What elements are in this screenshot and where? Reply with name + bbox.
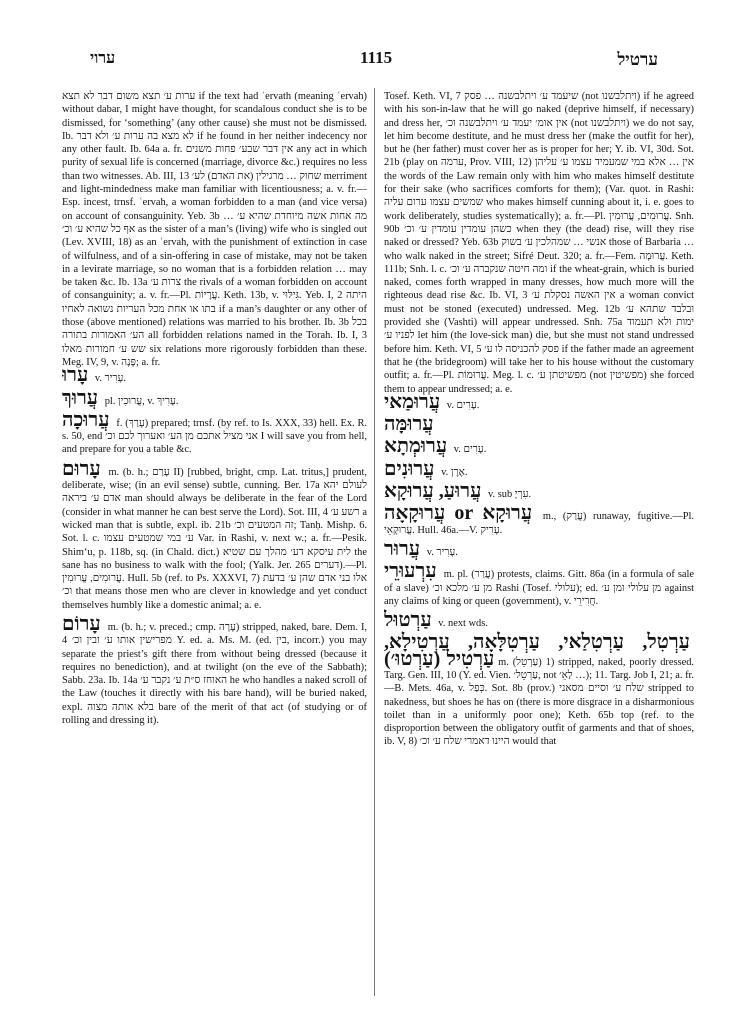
entry-headword: עִרְעוּרֵי [384, 560, 437, 583]
entry-definition: v. עָרִיר. [424, 546, 458, 558]
running-headword-left: ערוי [90, 50, 116, 67]
entry-definition: m. (b. h.; v. preced.; cmp. עָרָה) stripped, naked, bare. Dem. I, 4 מפרישין אותו ע׳ ובין וכ׳ Y. ed. a. Ms. M. (ed. בין, incorr.) you may separate the priest’s gift there from without being dressed (because it requires no benediction), and at twilight (on the eve of the Sabbath); Sabb. 23a. Ib. 14a האוחז ס״ת ע׳ נקבר ע׳ he who handles a naked scroll of the Law (touches it directly with his bare hand), will be buried naked, expl. בלא אותה מצוה bare of the merit of that act (of studying or of rolling and dressing it). [62, 621, 367, 727]
entry-definition: m. (עַרְטֵל) 1) stripped, naked, poorly dressed. Targ. Gen. III, 10 (Y. ed. Vien. עַרְטֵל׳, not לַאֵ׳ …); 11. Targ. Job I, 21; a. fr.—B. Mets. 46a, v. כְּפַל. Sot. 8b (prov.) שלח ע׳ וסיים מסאני stripped to nakedness, but shoes he has on (there is more disgrace in a disharmonious toilet than in a uniformly poor one); Keth. 65b top (ref. to the disproportion between the obligatory outfit of garments and that of shoes, ib. V, 8) היינו דאמרי שלח ע׳ וכ׳ would that [384, 656, 694, 748]
entry-headword: עֲרוּמְתָא [384, 435, 448, 458]
entry-headword: עַרְטִל, עַרְטִלַאי, עַרְטִלָּאָה, עַרְטִילָא, עַרְטִיל (עַרְטוּ׳) [384, 631, 690, 670]
dictionary-entry [384, 457, 694, 480]
entry-definition: v. עָרִיר. [92, 373, 127, 385]
dictionary-entry [384, 560, 694, 608]
page-number: 1115 [360, 48, 393, 67]
entry-definition: m. pl. (עֲרַר) protests, claims. Gitt. 86a (in a formula of sale of a slave) מן ע׳ מלכא וכ׳ Rashi (Tosef. עלולי); ed. מן עלולי ומן ע׳ against any claims of king or queen (government), v. חֲרִירֵי. [384, 569, 694, 607]
entry-headword: עֲרוּר [384, 537, 421, 560]
entry-headword: עֲרוּכָה [62, 408, 110, 431]
dictionary-entry [384, 435, 694, 458]
page-header [90, 48, 658, 72]
entry-headword: עֲרוּךְ [62, 386, 99, 409]
dictionary-entry [384, 480, 694, 503]
entry-headword: עָרוּ [62, 364, 89, 387]
entry-definition: v. עָרִים. [444, 399, 480, 411]
dictionary-entry [62, 612, 367, 727]
dictionary-entry [384, 413, 694, 436]
entry-headword: עָרוּם [62, 457, 101, 480]
entry-definition: f. (עָרַךְ) prepared; trnsf. (by ref. to Is. XXX, 33) hell. Ex. R. s. 50, end אני מציל אתכם מן הע׳ ואערוך לכם וכ׳ I will save you from hell, and prepare for you a table &c. [62, 417, 367, 456]
entry-definition: v. next wds. [435, 618, 488, 630]
entry-definition: v. אֶרֶן. [438, 466, 468, 478]
dictionary-entry [62, 386, 367, 409]
entry-headword: עֲרוּמָּה [384, 413, 434, 436]
dictionary-entry [384, 390, 694, 413]
entry-headword: עֲרוּמַאי [384, 390, 441, 413]
dictionary-entry [62, 457, 367, 612]
entry-headword: עֲרוּעַ, עֲרוּקָא [384, 480, 482, 503]
dictionary-entry [384, 609, 694, 632]
left-column-continuation: ערות ע׳ תצא משום דבר לא תצא if the text had ʿervath (meaning ʿervah) without dabar, I might have thought, for scandalous conduct she is to be dismissed, for ‘something’ (any other cause) she must not be dismissed. Ib. לא מצא בה ערות ע׳ ולא דבר if he found in her neither indecency nor any other fault. Ib. 64a a. fr. אין דבר שבע׳ פחות משנים any act in which purity of sexual life is concerned (marriage, divorce &c.) requires no less than two witnesses. Ab. III, 13 שחוק … מרגילין (את האדם) לע׳ merriment and light-mindedness make man familiar with licentiousness; a. v. fr.—Esp. incest, trnsf. ʿervah, a woman forbidden to a man (and vice versa) on account of consanguinity. Yeb. 3b מה אחות אשה מיוחדת שהיא ע׳ … אף כל שהיא ע׳ וכ׳ as the sister of a man’s (living) wife who is singled out (Lev. XVIII, 18) as an ʿervah, with the punishment of extinction in case of wilfulness, and of a sin-offering in case of mistake, may not be taken in a levirate marriage, so no woman that is a forbidden relation … may be taken &c. Ib. 13a צרות ע׳ the rivals of a woman forbidden on account of consanguinity; a. v. fr.—Pl. עֲרָיוֹת. Keth. 13b, v. גִּילּוּי. Yeb. I, 2 היתה בתו או אחת מכל העריות נשואה לאחיו if a man’s daughter or any other of those (above mentioned) relations was married to his brother. Ib. 3b בכל הע׳ האמורות בתורה all forbidden relations named in the Torah. Ib. I, 3 שש ע׳ חמורות מאלו six relations more rigorously forbidden than these. Meg. IV, 9, v. פָּנָה; a. fr. [62, 91, 367, 368]
column-divider [374, 88, 375, 996]
entry-headword: עָרוֹם [62, 612, 101, 635]
left-entries [62, 364, 367, 727]
running-headword-right: ערטיל [617, 50, 658, 69]
entry-definition: v. עָרִים. [451, 444, 487, 456]
entry-definition: v. sub עִרְיָ. [485, 489, 532, 501]
right-entries [384, 390, 694, 749]
entry-definition: pl. עֲרוּכִין, v. עָרִיךְ. [102, 395, 179, 407]
entry-headword: עֲרוּנִים [384, 457, 435, 480]
entry-definition: m. (b. h.; עָרַם II) [rubbed, bright, cmp. Lat. tritus,] prudent, deliberate, wise; (in an evil sense) subtle, cunning. Ber. 17a לעולם יהא אדם ע׳ ביראה man should always be deliberate in the fear of the Lord (consider in what manner he can best serve the Lord). Sot. III, 4 רשע ע׳ a wicked man that is subtle, expl. ib. 21b זה המטעים וכ׳; Tanḥ. Mishp. 6. Sot. l. c. ע׳ במי שמטעים עצמו Var. in Rashi, v. next w.; a. fr.—Pesik. Shim‘u, p. 118b, sq. (in Chald. dict.) לית עיסקא דע׳ מהלך עם שטיא the sane has no business to walk with the fool; (Yalk. Jer. 265 דערים).—Pl. עֲרוּמִים, עֲרוּמִין. Hull. 5b (ref. to Ps. XXXVI, 7) אלו בני אדם שהן ע׳ בדעת וכ׳ that means those men who are clever in knowledge and yet conduct themselves humbly like a domestic animal; a. e. [62, 466, 367, 611]
dictionary-entry [384, 631, 694, 748]
entry-headword: עַרְטוּל [384, 609, 432, 632]
dictionary-entry [62, 408, 367, 457]
dictionary-entry [62, 364, 367, 387]
right-column-continuation: Tosef. Keth. VI, 7 שיעמד ע׳ ויתלבשנה … פסק (not ויתלבשנו) if he agreed with his son-in-law that he will go naked (deprive himself, if necessary) and dress her, אין אומ׳ יעמד ע׳ ויתלבשנה וכ׳ (not ויתלבשנו) we do not say, let him become destitute, and he must dress her (make the outfit for her), but he (her father) must cover her as is proper for her; Y. ib. VI, 30d. Sot. 21b (play on ערמה, Prov. VIII, 12) אין … אלא במי שמעמיד עצמו ע׳ עליהן the words of the Law remain only with him who makes himself destitute for their sake (who sacrifices comforts for them); (Var. quot. in Rashi: שמשים עצמו ערום עליה who makes himself cunning about it, i. e. goes to work deliberately, studies systematically); a. fr.—Pl. עֲרוּמִים, עֲרוּמִין. Snh. 90b כשהן עומדין עומדין ע׳ וכ׳ when they (the dead) rise, will they rise naked or dressed? Yeb. 63b אנשי … שמהלכין ע׳ בשוק those of Barbaria … who walk naked in the street; Sifré Deut. 320; a. fr.—Fem. עֲרוּמָה. Keth. 111b; Snh. l. c. ומה חיטה שנקברה ע׳ וכ׳ if the wheat-grain, which is buried naked, comes forth wrapped in many dresses, how much more will the righteous dead rise &c. Ib. VI, 3 אין האשה נסקלת ע׳ a woman convict must not be stoned (executed) undressed. Meg. 12b ובלבד שתהא ע׳ provided she (Vashti) will appear undressed. Snh. 75a ימות ולא תעמוד לפניו ע׳ let him (the love-sick man) die, but she must not stand undressed before him. Keth. VI, 5 פסק להכניסה לו ע׳ if the father made an agreement that he (the bridegroom) will take her to his house without the customary outfit; a. fr.—Pl. עֲרוּמוֹת. Meg. l. c. מפשיטתן ע׳ (not מפשיטין) she forced them to appear undressed; a. e. [384, 91, 694, 395]
entry-headword: עֲרוּקָא or עֲרוּקָאָה [384, 502, 533, 525]
dictionary-entry [384, 537, 694, 560]
right-column [384, 90, 694, 995]
entry-definition: m., (עֲרַק) runaway, fugitive.—Pl. עֲרוּקָאֵי. Hull. 46a.—V. עָרִיק. [384, 511, 694, 536]
left-column [62, 90, 367, 995]
dictionary-entry [384, 502, 694, 537]
